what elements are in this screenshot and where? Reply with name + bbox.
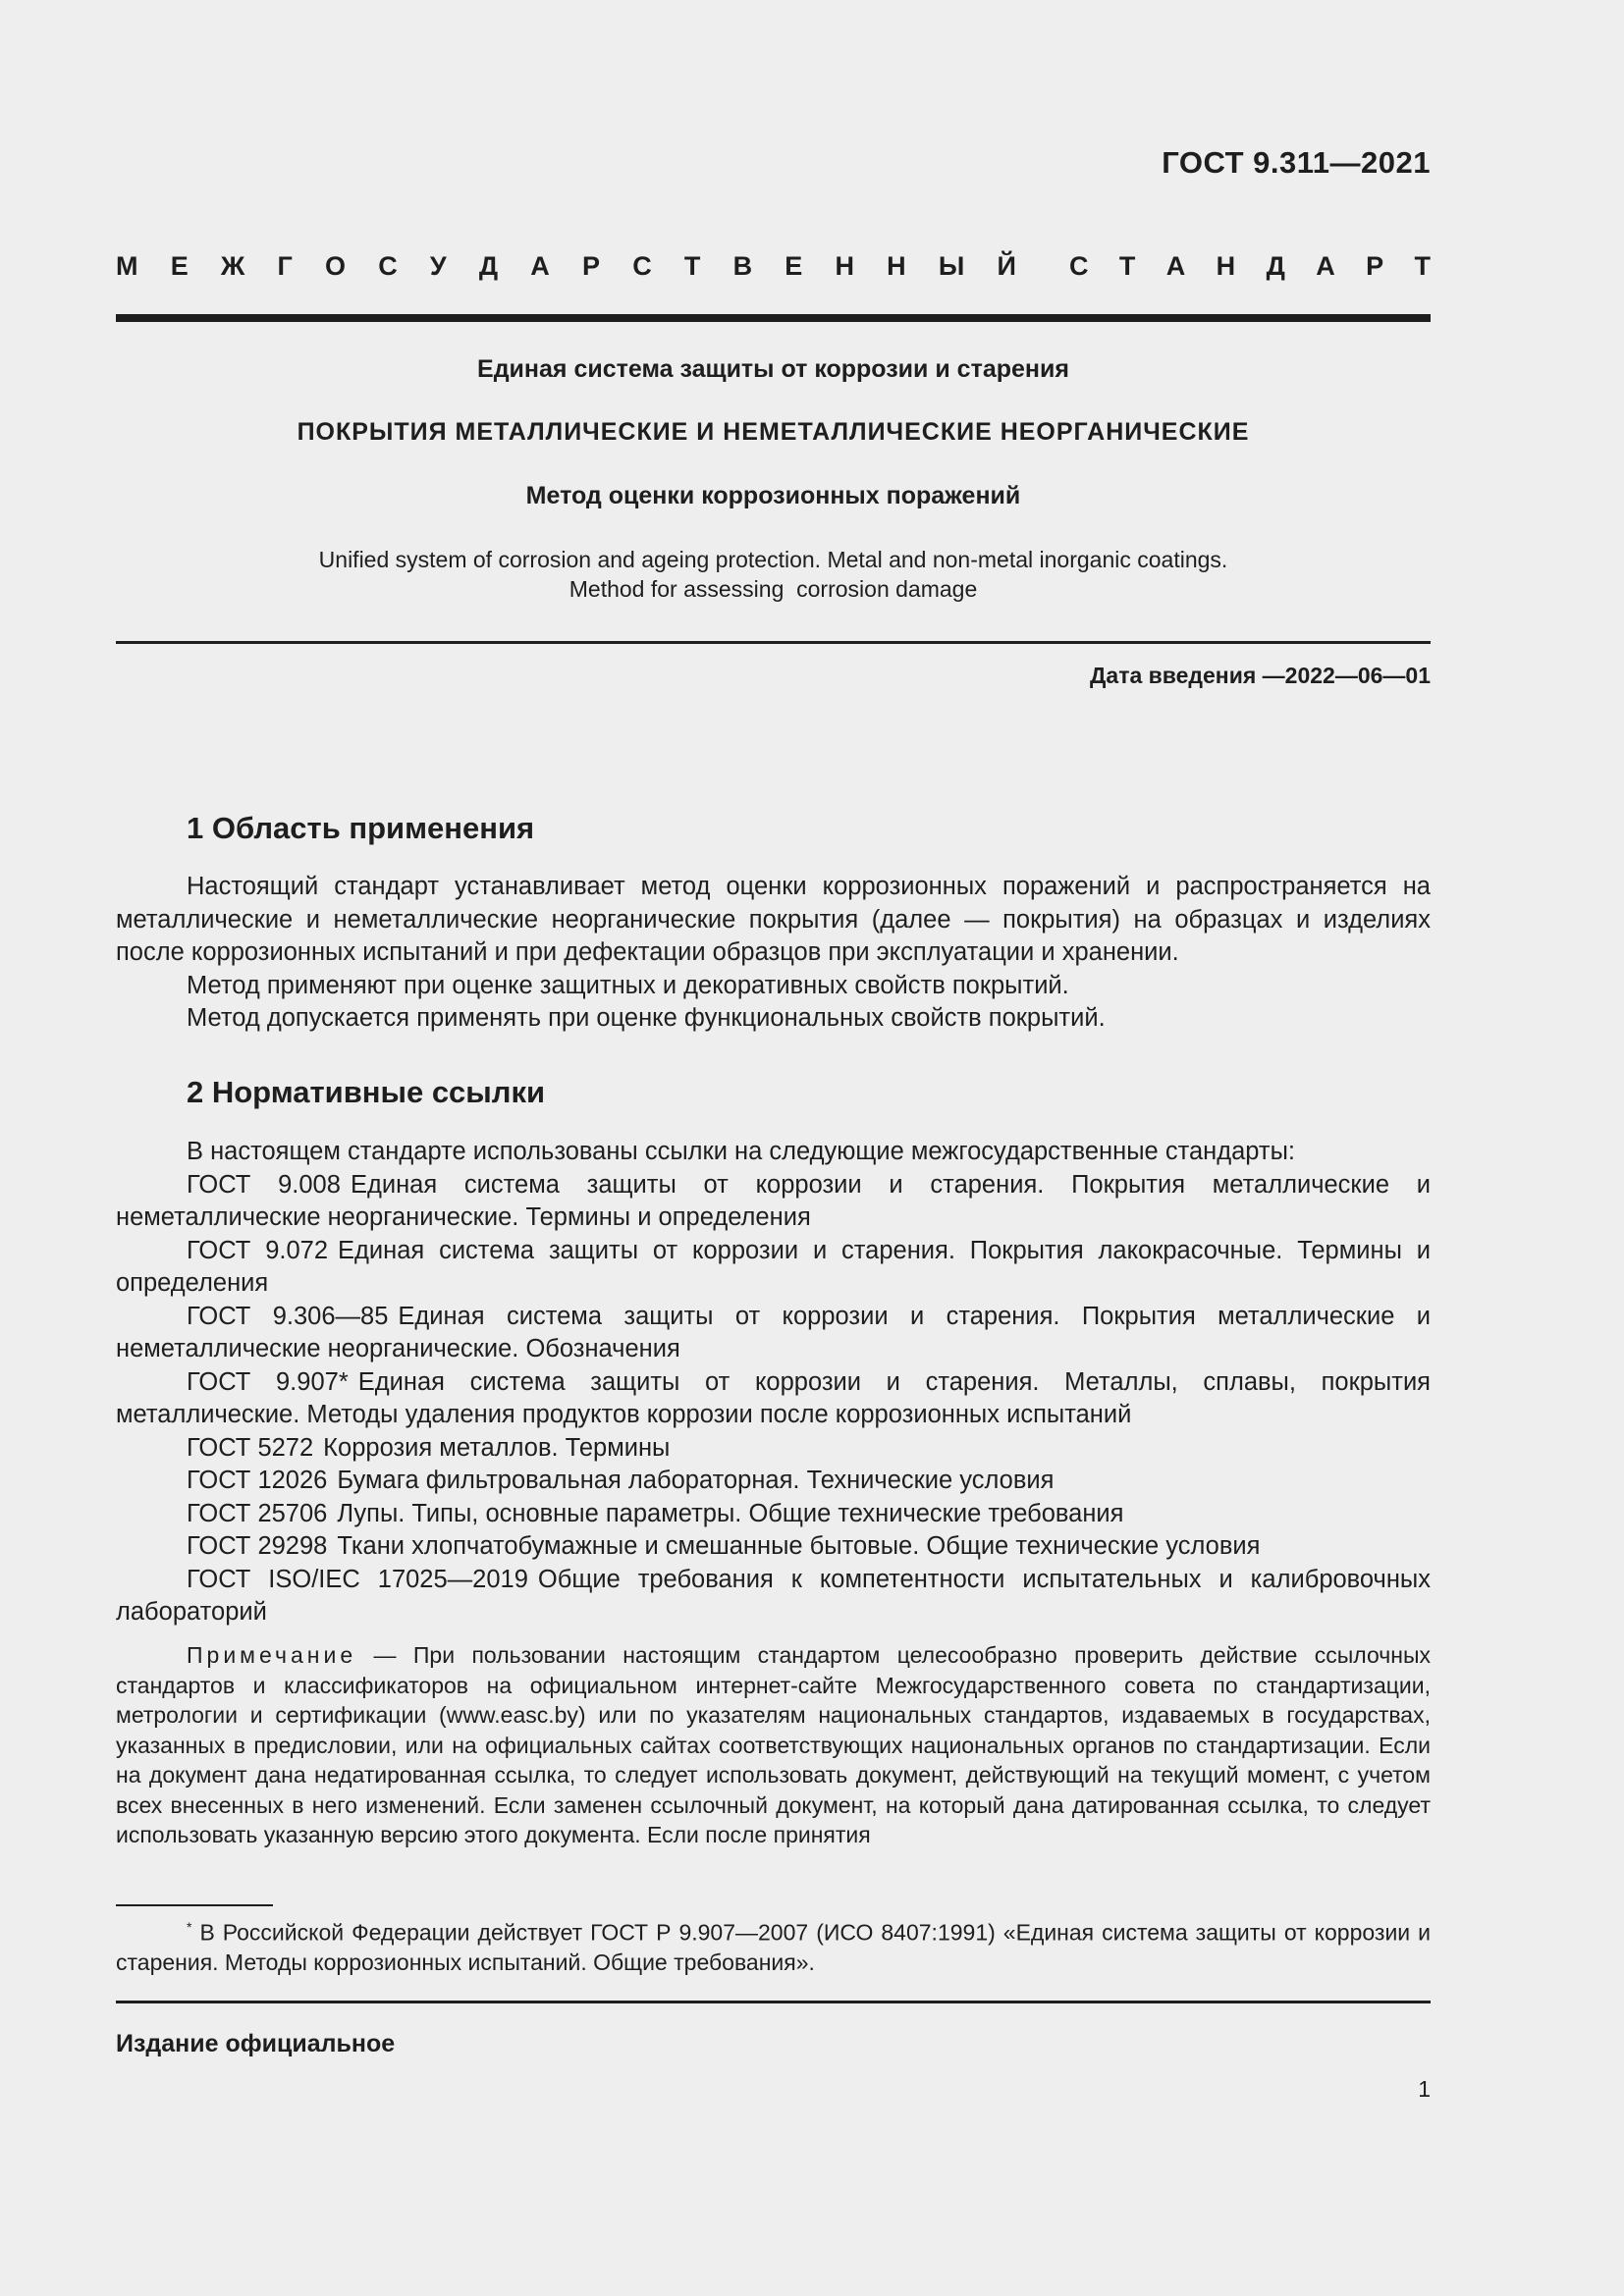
section-2-body (116, 1136, 1431, 1629)
reference-title: Общие требования к компетентности испытательных и калибровочных лабораторий (116, 1565, 1432, 1626)
footnote (116, 1912, 1431, 1978)
reference-code: ГОСТ 25706 (187, 1499, 328, 1527)
section-1-paragraph-1: Настоящий стандарт устанавливает метод оценки коррозионных поражений и распространяется на металлические и неметаллические неорганические покрытия (далее — покрытия) на образцах и изделиях после коррозионных испытаний и при дефектации образцов при эксплуатации и хранении. (116, 873, 1431, 966)
section-1-body (116, 871, 1431, 1036)
reference-title: Лупы. Типы, основные параметры. Общие технические требования (337, 1499, 1124, 1527)
subtitle: Метод оценки коррозионных поражений (525, 482, 1021, 509)
reference-item (116, 1564, 1431, 1629)
reference-title: Бумага фильтровальная лабораторная. Технические условия (337, 1467, 1055, 1494)
edition-label: Издание официальное (116, 2030, 396, 2057)
footnote-divider (116, 1904, 273, 1906)
reference-code: ГОСТ 12026 (187, 1467, 328, 1494)
header-divider (116, 314, 1431, 322)
reference-item (116, 1530, 1431, 1564)
section-1-title: 1 Область применения (187, 811, 535, 845)
series-title: Единая система защиты от коррозии и старения (477, 355, 1069, 383)
reference-item (116, 1301, 1431, 1366)
note-label: Примечание (187, 1642, 357, 1668)
standard-type-heading (116, 251, 1431, 282)
standard-type-word-1: М Е Ж Г О С У Д А Р С Т В Е Н Н Ы Й (116, 251, 1016, 281)
footer-divider (116, 2001, 1431, 2003)
reference-title: Коррозия металлов. Термины (323, 1433, 671, 1462)
footnote-text: В Российской Федерации действует ГОСТ Р 9.907—2007 (ИСО 8407:1991) «Единая система защиты от коррозии и старения. Методы коррозионных испытаний. Общие требования». (116, 1919, 1431, 1976)
section-1-paragraph-2: Метод применяют при оценке защитных и декоративных свойств покрытий. (187, 971, 1069, 999)
reference-code: ГОСТ 5272 (187, 1433, 314, 1462)
english-title-line-2: Method for assessing corrosion damage (568, 576, 978, 602)
reference-item (116, 1432, 1431, 1466)
reference-item (116, 1169, 1431, 1235)
english-title (116, 545, 1431, 604)
reference-item (116, 1366, 1431, 1432)
footnote-marker: * (187, 1919, 192, 1935)
reference-code: ГОСТ 9.306—85 (187, 1302, 389, 1330)
standard-type-word-2: С Т А Н Д А Р Т (1069, 251, 1431, 281)
reference-code: ГОСТ 9.072 (187, 1236, 329, 1264)
section-1-paragraph-3: Метод допускается применять при оценке функциональных свойств покрытий. (187, 1004, 1106, 1032)
reference-title: Ткани хлопчатобумажные и смешанные бытовые. Общие технические условия (337, 1532, 1261, 1560)
section-2-lead: В настоящем стандарте использованы ссылки на следующие межгосударственные стандарты: (187, 1138, 1295, 1165)
english-title-line-1: Unified system of corrosion and ageing protection. Metal and non-metal inorganic coatings. (318, 547, 1228, 572)
reference-item (116, 1498, 1431, 1531)
introduction-date: Дата введения —2022—06—01 (1090, 663, 1431, 688)
reference-title: Единая система защиты от коррозии и старения. Металлы, сплавы, покрытия металлические. Методы удаления продуктов коррозии после коррозионных испытаний (116, 1367, 1431, 1428)
title-divider (116, 641, 1431, 644)
reference-title: Единая система защиты от коррозии и старения. Покрытия лакокрасочные. Термины и определения (116, 1236, 1431, 1297)
reference-code: ГОСТ 9.008 (187, 1170, 341, 1199)
reference-code: ГОСТ 9.907* (187, 1367, 349, 1396)
page-number: 1 (1418, 2076, 1431, 2102)
reference-title: Единая система защиты от коррозии и старения. Покрытия металлические и неметаллические неорганические. Обозначения (116, 1302, 1431, 1362)
note-text: — При пользовании настоящим стандартом целесообразно проверить действие ссылочных стандартов и классификаторов на официальном интернет-сайте Межгосударственного совета по стандартизации, метрологии и сертификации (www.easc.by) или по указателям национальных стандартов, издаваемых в государствах, указанных в предисловии, или на официальных сайтах соответствующих национальных органов по стандартизации. Если на документ дана недатированная ссылка, то следует использовать документ, действующий на текущий момент, с учетом всех внесенных в него изменений. Если заменен ссылочный документ, на который дана датированная ссылка, то следует использовать указанную версию этого документа. Если после принятия (116, 1642, 1431, 1847)
document-number: ГОСТ 9.311—2021 (1162, 145, 1431, 180)
section-2-title: 2 Нормативные ссылки (187, 1075, 546, 1109)
main-title: ПОКРЫТИЯ МЕТАЛЛИЧЕСКИЕ И НЕМЕТАЛЛИЧЕСКИЕ НЕОРГАНИЧЕСКИЕ (297, 418, 1250, 446)
note-paragraph (116, 1640, 1431, 1850)
reference-code: ГОСТ ISO/IEC 17025—2019 (187, 1565, 528, 1593)
references-list (116, 1169, 1431, 1629)
reference-item (116, 1465, 1431, 1498)
reference-code: ГОСТ 29298 (187, 1532, 328, 1560)
reference-item (116, 1235, 1431, 1301)
reference-title: Единая система защиты от коррозии и старения. Покрытия металлические и неметаллические неорганические. Термины и определения (116, 1170, 1431, 1231)
